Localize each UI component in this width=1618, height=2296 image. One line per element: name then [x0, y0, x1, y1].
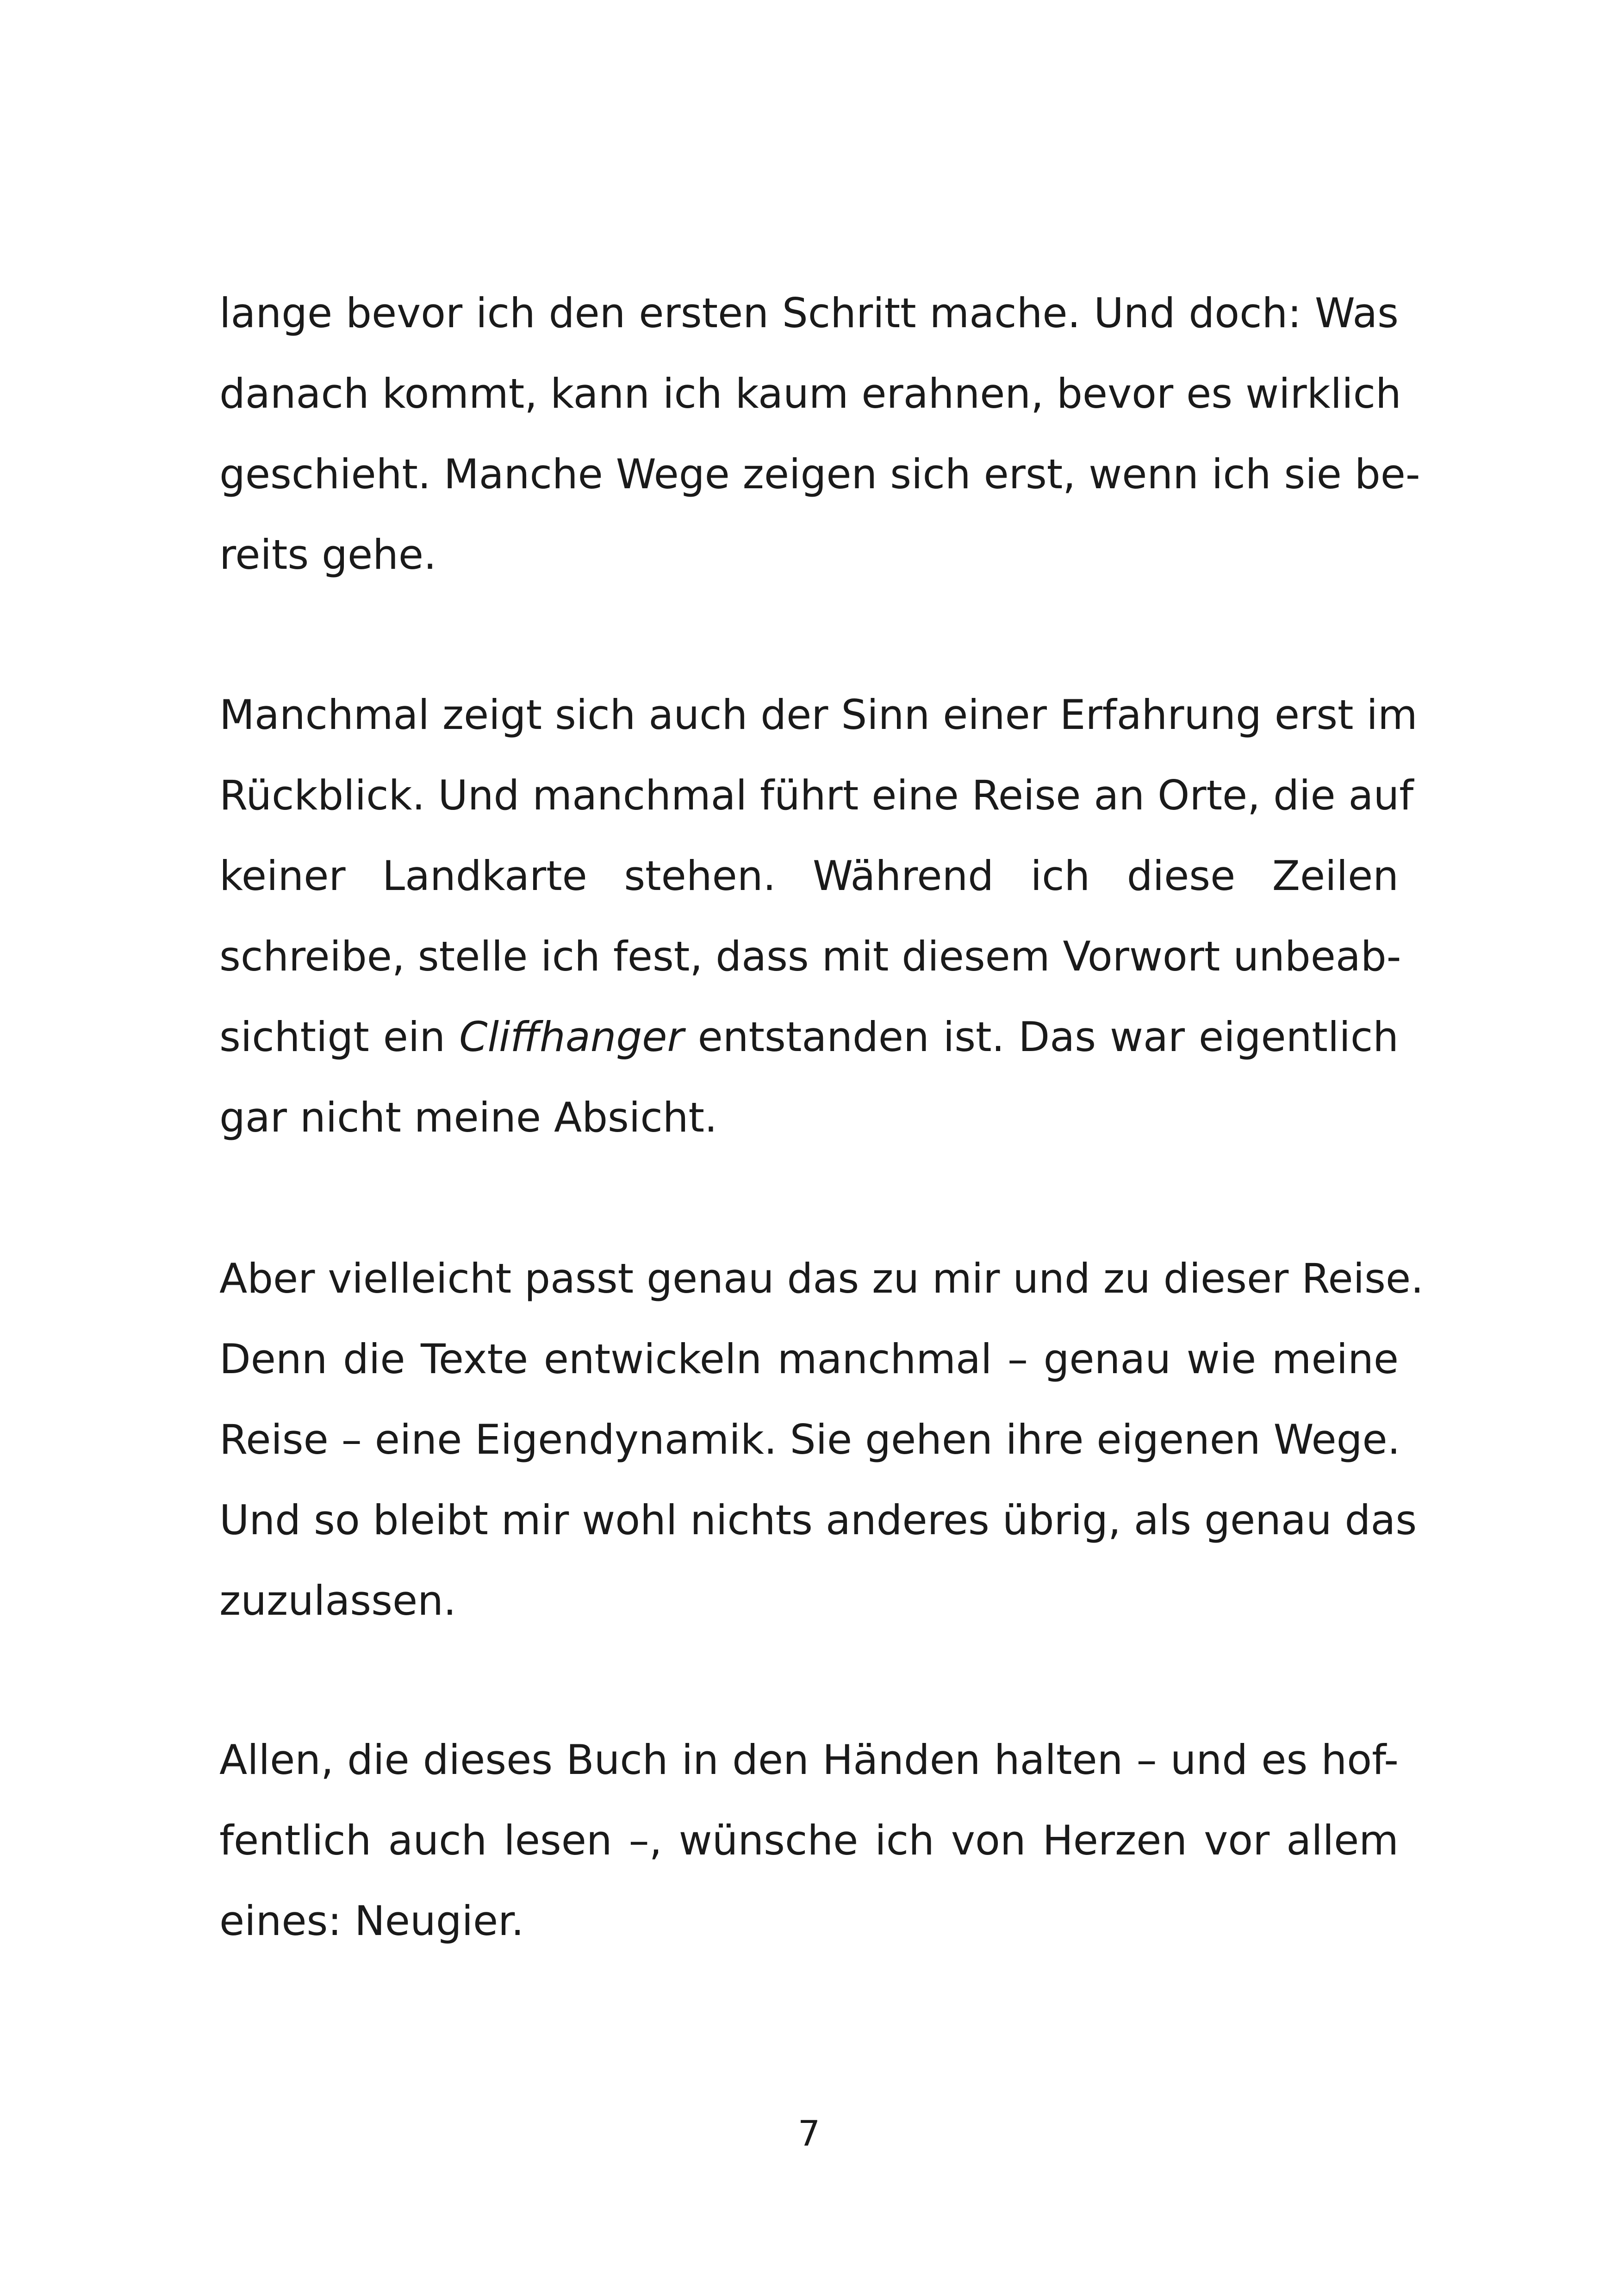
text-line: Aber vielleicht passt genau das zu mir und zu dieser Reise. — [219, 1255, 1424, 1302]
text-line: Rückblick. Und manchmal führt eine Reise an Orte, die auf — [219, 772, 1414, 819]
text-line: lange bevor ich den ersten Schritt mache. Und doch: Was — [219, 289, 1399, 337]
text-line: geschieht. Manche Wege zeigen sich erst, wenn ich sie be- — [219, 450, 1420, 498]
text-line: eines: Neugier. — [219, 1897, 524, 1945]
text-line: keiner Landkarte stehen. Während ich diese Zeilen — [219, 852, 1399, 900]
text-line: Denn die Texte entwickeln manchmal – genau wie meine — [219, 1335, 1399, 1383]
text-line: fentlich auch lesen –, wünsche ich von Herzen vor allem — [219, 1817, 1399, 1864]
paragraph-1 — [219, 273, 1420, 595]
paragraph-3 — [219, 1238, 1424, 1641]
text-segment: entstanden ist. Das war eigentlich — [697, 1013, 1399, 1061]
text-line: gar nicht meine Absicht. — [219, 1094, 717, 1141]
paragraph-2 — [219, 675, 1418, 1158]
text-line: Allen, die dieses Buch in den Händen halten – und es hof- — [219, 1736, 1399, 1784]
page-number: 7 — [797, 2113, 821, 2154]
text-line: reits gehe. — [219, 531, 437, 579]
text-line: danach kommt, kann ich kaum erahnen, bevor es wirklich — [219, 370, 1401, 417]
text-line: Und so bleibt mir wohl nichts anderes übrig, als genau das — [219, 1496, 1417, 1544]
text-segment: sichtigt ein — [219, 1013, 446, 1061]
text-line — [219, 997, 1399, 1077]
text-line: Reise – eine Eigendynamik. Sie gehen ihre eigenen Wege. — [219, 1416, 1400, 1463]
italic-term: Cliffhanger — [459, 1013, 684, 1061]
paragraph-4 — [219, 1720, 1399, 1961]
text-line: schreibe, stelle ich fest, dass mit diesem Vorwort unbeab- — [219, 933, 1401, 980]
text-line: zuzulassen. — [219, 1577, 456, 1624]
text-line: Manchmal zeigt sich auch der Sinn einer Erfahrung erst im — [219, 691, 1418, 739]
